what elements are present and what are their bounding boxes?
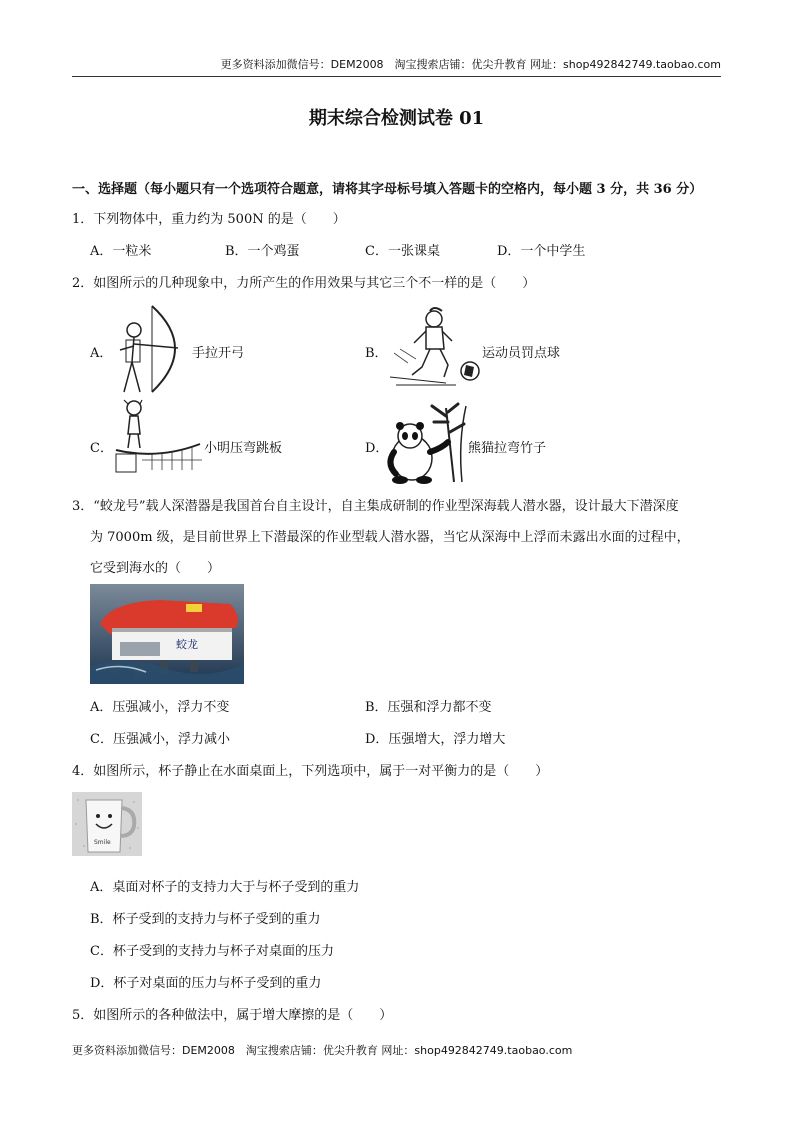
q2-option-d-caption: 熊猫拉弯竹子 — [468, 441, 547, 456]
q4-option-b: B．杯子受到的支持力与杯子受到的重力 — [90, 912, 321, 927]
q1-option-d: D．一个中学生 — [497, 244, 586, 259]
q1-option-b: B．一个鸡蛋 — [225, 244, 300, 259]
panda-bamboo-figure — [386, 402, 470, 486]
question-3-line-1: 3．“蛟龙号”载人深潜器是我国首台自主设计，自主集成研制的作业型深海载人潜水器，设计最大下潜深度 — [72, 499, 679, 514]
submersible-label: 蛟龙 — [176, 638, 198, 651]
q2-option-b-letter: B． — [365, 346, 388, 361]
q2-option-c-letter: C． — [90, 441, 113, 456]
q3-option-c: C．压强减小，浮力减小 — [90, 732, 230, 747]
cup-photo — [72, 792, 142, 856]
q1-option-a: A．一粒米 — [90, 244, 152, 259]
q2-option-c-caption: 小明压弯跳板 — [204, 441, 283, 456]
page-header: 更多资料添加微信号：DEM2008 淘宝搜索店铺：优尖升教育 网址：shop492842749.taobao.com — [72, 56, 721, 77]
q4-option-c: C．杯子受到的支持力与杯子对桌面的压力 — [90, 944, 334, 959]
q1-option-c: C．一张课桌 — [365, 244, 440, 259]
soccer-player-figure — [386, 305, 482, 389]
question-3-line-2: 为 7000m 级，是目前世界上下潜最深的作业型载人潜水器，当它从深海中上浮而未露出水面的过程中， — [90, 530, 690, 545]
page-title: 期末综合检测试卷 01 — [308, 108, 485, 129]
archer-figure — [112, 300, 192, 396]
q3-option-b: B．压强和浮力都不变 — [365, 700, 492, 715]
question-1-stem: 1．下列物体中，重力约为 500N 的是（ ） — [72, 212, 346, 227]
q3-option-a: A．压强减小，浮力不变 — [90, 700, 230, 715]
submersible-photo — [90, 584, 244, 684]
question-5-stem: 5．如图所示的各种做法中，属于增大摩擦的是（ ） — [72, 1008, 393, 1023]
q2-option-a-caption: 手拉开弓 — [192, 346, 245, 361]
cup-text: Smile — [94, 839, 111, 846]
section-heading: 一、选择题（每小题只有一个选项符合题意，请将其字母标号填入答题卡的空格内，每小题 3 分，共 36 分） — [72, 182, 703, 197]
diving-board-figure — [112, 398, 204, 474]
q2-option-b-caption: 运动员罚点球 — [482, 346, 561, 361]
page-footer: 更多资料添加微信号：DEM2008 淘宝搜索店铺：优尖升教育 网址：shop492842749.taobao.com — [72, 1044, 573, 1057]
q4-option-d: D．杯子对桌面的压力与杯子受到的重力 — [90, 976, 322, 991]
q3-option-d: D．压强增大，浮力增大 — [365, 732, 506, 747]
question-4-stem: 4．如图所示，杯子静止在水面桌面上，下列选项中，属于一对平衡力的是（ ） — [72, 764, 549, 779]
question-3-line-3: 它受到海水的（ ） — [90, 561, 221, 576]
q2-option-a-letter: A． — [90, 346, 113, 361]
q2-option-d-letter: D． — [365, 441, 389, 456]
q4-option-a: A．桌面对杯子的支持力大于与杯子受到的重力 — [90, 880, 360, 895]
question-2-stem: 2．如图所示的几种现象中，力所产生的作用效果与其它三个不一样的是（ ） — [72, 276, 536, 291]
